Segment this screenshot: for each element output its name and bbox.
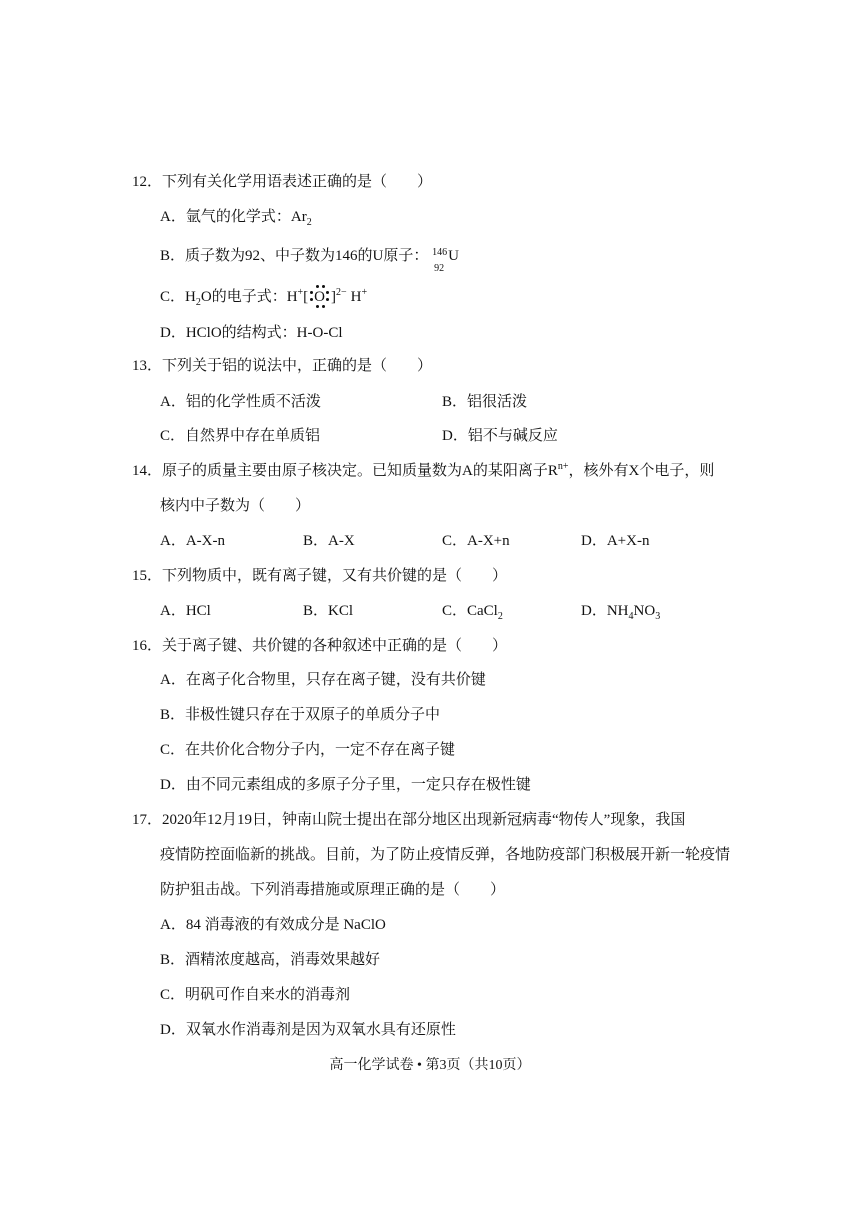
formula: Ar [290,209,307,225]
charge-plus: + [297,287,304,298]
q17-option-c: C．明矾可作自来水的消毒剂 [160,987,351,1003]
formula-h: H [185,289,196,305]
electron-dot [322,305,325,308]
formula: NO [633,603,656,619]
q13-option-a: A．铝的化学性质不活泼 [160,394,321,410]
q15-option-d [581,601,660,621]
q16-option-d: D．由不同元素组成的多原子分子里，一定只存在极性键 [160,777,531,793]
q14-option-d: D．A+X-n [581,533,650,549]
nuclide-notation [432,246,448,274]
bracket-right: ] [331,289,337,305]
q12-option-a [160,207,312,227]
ion-charge: n+ [557,461,569,472]
q12-option-c [160,287,367,307]
electron-dot [316,285,319,288]
q17-option-a: A．84 消毒液的有效成分是 NaClO [160,917,386,933]
option-text: 氩气的化学式： [185,209,291,225]
electron-dot [316,305,319,308]
charge-plus: + [361,287,368,298]
electron-dot [326,291,329,294]
option-text: 质子数为92、中子数为146的U原子： [185,248,429,264]
page-footer: 高一化学试卷 • 第3页（共10页） [329,1058,531,1073]
subscript: 2 [306,217,312,228]
q16-option-a: A．在离子化合物里，只存在离子键，没有共价键 [160,672,486,688]
q17-option-d: D．双氧水作消毒剂是因为双氧水具有还原性 [160,1022,456,1038]
electron-dot [322,285,325,288]
q13-option-d: D．铝不与碱反应 [442,428,558,444]
q16-option-c: C．在共价化合物分子内，一定不存在离子键 [160,742,456,758]
mass-number: 146 [432,246,448,258]
electron-dot [326,298,329,301]
subscript: 4 [628,611,634,622]
atomic-number: 92 [434,262,445,274]
stem-text: 14．原子的质量主要由原子核决定。已知质量数为A的某阳离子R [132,463,558,479]
question-12-stem: 12．下列有关化学用语表述正确的是（ ） [132,174,433,190]
option-letter: D． [581,603,607,619]
formula: CaCl [467,603,498,619]
q13-option-b: B．铝很活泼 [442,394,528,410]
subscript: 2 [497,611,503,622]
question-14-stem [132,461,714,481]
q14-option-c: C．A-X+n [442,533,510,549]
q17-option-b: B．酒精浓度越高，消毒效果越好 [160,952,381,968]
option-letter: C． [160,289,186,305]
q15-option-c [442,601,503,621]
electron-dot-oxygen [308,287,331,307]
q15-option-a: A．HCl [160,603,211,619]
bracket-left: [ [303,289,309,305]
electron-dot [310,291,313,294]
question-14-stem-line2: 核内中子数为（ ） [160,498,311,514]
question-13-stem: 13．下列关于铝的说法中，正确的是（ ） [132,358,433,374]
q16-option-b: B．非极性键只存在于双原子的单质分子中 [160,707,441,723]
charge: 2− [336,287,347,298]
stem-text: ，核外有X个电子，则 [568,463,715,479]
q14-option-a: A．A-X-n [160,533,225,549]
subscript: 2 [195,297,201,308]
option-text: O的电子式：H [200,289,298,305]
question-15-stem: 15．下列物质中，既有离子键，又有共价键的是（ ） [132,568,508,584]
formula: NH [606,603,629,619]
option-text: HClO的结构式：H-O-Cl [185,325,343,341]
option-letter: C． [442,603,468,619]
q15-option-b: B．KCl [303,603,354,619]
electron-dot [310,298,313,301]
q14-option-b: B．A-X [303,533,355,549]
formula-h: H [350,289,362,305]
question-17-stem-line2: 疫情防控面临新的挑战。目前，为了防止疫情反弹，各地防疫部门积极展开新一轮疫情 [160,847,731,863]
q12-option-d [160,323,343,343]
question-17-stem: 17．2020年12月19日，钟南山院士提出在部分地区出现新冠病毒“物传人”现象，我国 [132,812,686,828]
q12-option-b [160,246,459,274]
oxygen-symbol: O [314,289,326,305]
option-letter: A． [160,209,186,225]
subscript: 3 [655,611,661,622]
option-letter: D． [160,325,186,341]
element-symbol: U [448,248,459,264]
question-16-stem: 16．关于离子键、共价键的各种叙述中正确的是（ ） [132,638,508,654]
option-letter: B． [160,248,186,264]
q13-option-c: C．自然界中存在单质铝 [160,428,321,444]
question-17-stem-line3: 防护狙击战。下列消毒措施或原理正确的是（ ） [160,882,506,898]
